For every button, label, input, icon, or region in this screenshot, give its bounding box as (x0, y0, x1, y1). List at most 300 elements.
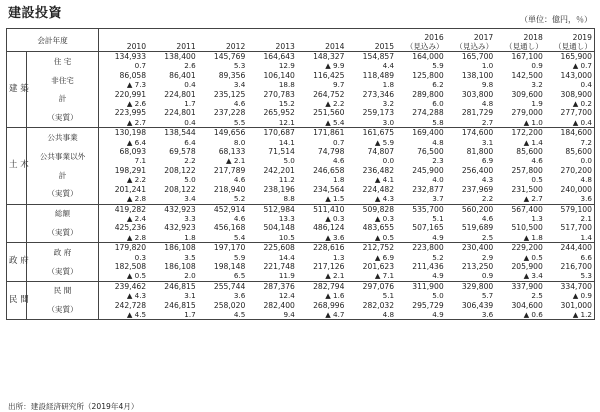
change-cell: 4.0 (432, 175, 444, 185)
change-cell: ▲ 0.7 (572, 61, 592, 71)
value-cell: 138,544 (164, 128, 196, 138)
change-cell: ▲ 0.3 (325, 213, 345, 223)
change-cell: 0.4 (148, 118, 198, 128)
change-cell: 4.6 (233, 213, 246, 223)
change-cell: 5.0 (283, 156, 295, 166)
table-row (7, 52, 595, 62)
value-cell: 234,564 (313, 184, 345, 194)
change-cell: 5.2 (432, 252, 444, 262)
change-cell: 9.7 (333, 80, 345, 90)
change-cell: ▲ 4.7 (297, 310, 347, 320)
year-header (297, 29, 347, 52)
value-cell: 246,815 (164, 300, 196, 310)
value-cell: 264,752 (313, 89, 345, 99)
value-cell: 106,140 (263, 70, 295, 80)
change-cell: 4.8 (580, 175, 592, 185)
change-cell: 0.9 (446, 271, 496, 281)
change-cell: ▲ 0.5 (346, 233, 396, 243)
value-cell: 244,400 (560, 243, 592, 253)
value-cell: 201,623 (362, 261, 395, 271)
investment-table (6, 28, 595, 320)
change-cell: 11.2 (278, 175, 295, 185)
change-cell: ▲ 2.6 (126, 99, 147, 109)
year-label: 2017 (473, 33, 494, 42)
value-cell: 268,996 (313, 300, 345, 310)
value-cell: 74,798 (317, 147, 345, 157)
table-row (7, 262, 595, 271)
value-cell: 145,769 (213, 52, 246, 61)
value-cell: 223,800 (412, 243, 444, 253)
value-cell: 220,991 (114, 89, 147, 99)
value-cell: 245,900 (412, 165, 444, 175)
value-cell: 432,923 (164, 223, 196, 233)
change-cell: 3.0 (346, 118, 396, 128)
page-title: 建設投資 (8, 6, 63, 21)
value-cell: 287,376 (263, 281, 295, 291)
change-cell: 6.9 (481, 156, 494, 166)
change-cell: 1.8 (382, 80, 395, 90)
row-label: 民 間 (27, 281, 99, 300)
table-row (7, 166, 595, 175)
change-cell: 1.3 (531, 213, 543, 223)
year-label: 2013 (275, 42, 295, 51)
value-cell: 246,815 (164, 281, 196, 291)
year-header (396, 29, 446, 52)
value-cell: 232,877 (412, 184, 444, 194)
change-cell: 5.9 (233, 252, 246, 262)
value-cell: 246,658 (313, 165, 345, 175)
change-cell: ▲ 4.3 (346, 194, 396, 204)
change-cell: 12.1 (247, 118, 297, 128)
source-note: 出所：建設経済研究所（2019年4月） (8, 402, 139, 411)
category-label (7, 204, 27, 243)
fiscal-year-header: 会計年度 (7, 29, 99, 52)
value-cell: 507,165 (412, 223, 444, 233)
value-cell: 86,058 (119, 70, 147, 80)
row-label: （実質） (27, 262, 99, 281)
year-header (346, 29, 396, 52)
value-cell: 258,020 (213, 300, 246, 310)
change-cell: 9.4 (247, 310, 297, 320)
value-cell: 242,201 (263, 165, 295, 175)
value-cell: 303,800 (461, 89, 494, 99)
change-cell: 6.6 (580, 252, 592, 262)
value-cell: 419,282 (114, 204, 147, 214)
change-cell: 1.7 (184, 99, 196, 109)
value-cell: 483,655 (362, 223, 395, 233)
change-cell: ▲ 4.1 (374, 175, 395, 185)
change-cell: 18.8 (278, 80, 295, 90)
value-cell: 334,700 (560, 281, 592, 291)
change-cell: ▲ 2.8 (99, 194, 149, 204)
change-cell: 1.0 (481, 61, 494, 71)
unit-note: （単位：億円，％） (520, 15, 592, 24)
value-cell: 182,508 (114, 261, 147, 271)
change-cell: 13.3 (278, 213, 295, 223)
table-row (7, 108, 595, 117)
year-label: 2019 (572, 33, 592, 42)
value-cell: 519,689 (461, 223, 494, 233)
change-cell: 3.6 (233, 291, 246, 301)
change-cell: 5.9 (432, 61, 444, 71)
change-cell: ▲ 2.1 (226, 156, 246, 166)
value-cell: 224,801 (164, 89, 196, 99)
change-cell: 0.9 (531, 61, 543, 71)
value-cell: 265,952 (263, 108, 295, 118)
change-cell: ▲ 0.3 (374, 213, 395, 223)
change-cell: 2.5 (531, 291, 543, 301)
change-cell: ▲ 0.5 (523, 252, 543, 262)
change-cell: 4.3 (481, 175, 494, 185)
value-cell: 161,675 (362, 128, 395, 138)
category-label: 土 木 (7, 128, 27, 204)
change-cell: ▲ 2.7 (99, 118, 149, 128)
change-cell: 2.2 (184, 156, 196, 166)
change-cell: 5.0 (184, 175, 196, 185)
value-cell: 301,000 (560, 300, 592, 310)
change-cell: 4.9 (396, 271, 446, 281)
change-cell: 1.3 (333, 252, 345, 262)
change-cell: 10.5 (247, 233, 297, 243)
value-cell: 509,828 (362, 204, 395, 214)
value-cell: 148,327 (313, 52, 345, 61)
value-cell: 125,800 (412, 70, 444, 80)
change-cell: ▲ 1.6 (325, 291, 345, 301)
value-cell: 511,410 (313, 204, 345, 214)
value-cell: 174,600 (461, 128, 494, 138)
change-cell: 1.8 (333, 175, 345, 185)
value-cell: 251,560 (313, 108, 345, 118)
value-cell: 138,100 (461, 70, 494, 80)
table-row (7, 128, 595, 138)
change-cell: ▲ 1.2 (545, 310, 595, 320)
change-cell: 1.7 (148, 310, 198, 320)
value-cell: 186,108 (164, 243, 196, 253)
change-cell: 1.9 (531, 99, 543, 109)
value-cell: 164,000 (412, 52, 444, 61)
value-cell: 230,400 (461, 243, 494, 253)
year-header (148, 29, 198, 52)
table-row (7, 301, 595, 310)
value-cell: 218,940 (213, 184, 246, 194)
change-cell: 6.4 (184, 137, 196, 147)
change-cell: 4.6 (333, 156, 345, 166)
value-cell: 198,291 (114, 165, 147, 175)
row-label: （実質） (27, 301, 99, 320)
change-cell: 3.2 (531, 80, 543, 90)
change-cell: 3.3 (184, 213, 196, 223)
table-row (7, 147, 595, 156)
value-cell: 134,933 (114, 52, 147, 61)
value-cell: 165,700 (461, 52, 494, 61)
change-cell: ▲ 1.4 (523, 137, 543, 147)
value-cell: 208,122 (164, 165, 196, 175)
year-note: （見通し） (504, 42, 543, 51)
value-cell: 179,820 (114, 243, 147, 253)
value-cell: 171,861 (313, 128, 345, 138)
value-cell: 337,900 (511, 281, 543, 291)
value-cell: 225,608 (263, 243, 295, 253)
value-cell: 69,578 (169, 147, 196, 157)
value-cell: 236,482 (362, 165, 395, 175)
change-cell: ▲ 6.4 (126, 137, 147, 147)
value-cell: 282,794 (313, 281, 345, 291)
value-cell: 81,800 (466, 147, 494, 157)
value-cell: 279,000 (511, 108, 543, 118)
change-cell: 3.1 (481, 137, 494, 147)
year-header (446, 29, 496, 52)
value-cell: 239,462 (114, 281, 147, 291)
value-cell: 309,600 (511, 89, 543, 99)
value-cell: 486,124 (313, 223, 345, 233)
change-cell: 12.9 (278, 61, 295, 71)
change-cell: 5.2 (198, 194, 248, 204)
change-cell: 3.6 (446, 310, 496, 320)
change-cell: 3.2 (382, 99, 395, 109)
value-cell: 89,356 (218, 70, 246, 80)
year-label: 2014 (325, 42, 345, 51)
value-cell: 535,700 (412, 204, 444, 214)
value-cell: 184,600 (560, 128, 592, 138)
change-cell: 7.2 (580, 137, 592, 147)
change-cell: 6.2 (432, 80, 444, 90)
change-cell: 2.1 (580, 213, 592, 223)
value-cell: 237,228 (213, 108, 246, 118)
value-cell: 281,729 (461, 108, 494, 118)
change-cell: 2.5 (446, 233, 496, 243)
change-cell: 4.9 (396, 310, 446, 320)
table-row (7, 204, 595, 214)
value-cell: 235,125 (213, 89, 246, 99)
change-cell: 2.0 (148, 271, 198, 281)
year-header (99, 29, 149, 52)
change-cell: ▲ 1.0 (495, 118, 545, 128)
row-label: 政 府 (27, 243, 99, 262)
change-cell: ▲ 2.7 (495, 194, 545, 204)
row-label: 公共事業 (27, 128, 99, 147)
change-cell: ▲ 6.9 (374, 252, 395, 262)
value-cell: 297,076 (362, 281, 395, 291)
change-cell: 12.4 (278, 291, 295, 301)
change-cell: ▲ 1.5 (297, 194, 347, 204)
change-cell: 8.0 (233, 137, 246, 147)
change-cell: 5.7 (481, 291, 494, 301)
header-row (7, 29, 595, 52)
value-cell: 74,807 (367, 147, 395, 157)
change-cell: 4.8 (481, 99, 494, 109)
row-label: 非住宅 (27, 71, 99, 90)
change-cell: 4.6 (531, 156, 543, 166)
value-cell: 224,482 (362, 184, 395, 194)
value-cell: 116,425 (313, 70, 345, 80)
change-cell: 3.6 (545, 194, 595, 204)
value-cell: 504,148 (263, 223, 295, 233)
change-cell: 0.4 (184, 80, 196, 90)
change-cell: 4.8 (432, 137, 444, 147)
value-cell: 270,783 (263, 89, 295, 99)
value-cell: 282,400 (263, 300, 295, 310)
change-cell: 0.0 (580, 156, 592, 166)
value-cell: 560,200 (461, 204, 494, 214)
change-cell: 0.3 (134, 252, 147, 262)
value-cell: 186,108 (164, 261, 196, 271)
change-cell: ▲ 9.9 (325, 61, 345, 71)
change-cell: 5.4 (198, 233, 248, 243)
value-cell: 456,168 (213, 223, 246, 233)
change-cell: 0.4 (580, 80, 592, 90)
change-cell: 4.4 (382, 61, 395, 71)
category-label: 民 間 (7, 281, 27, 320)
row-label: （実質） (27, 108, 99, 127)
change-cell: 3.5 (184, 252, 196, 262)
year-header (198, 29, 248, 52)
value-cell: 68,093 (119, 147, 147, 157)
change-cell: 5.3 (545, 271, 595, 281)
value-cell: 217,789 (213, 165, 246, 175)
category-label: 建 築 (7, 52, 27, 128)
year-label: 2015 (374, 42, 395, 51)
table-row (7, 281, 595, 291)
value-cell: 273,346 (362, 89, 395, 99)
value-cell: 170,687 (263, 128, 295, 138)
value-cell: 213,250 (461, 261, 494, 271)
change-cell: 3.7 (396, 194, 446, 204)
change-cell: ▲ 0.2 (572, 99, 592, 109)
row-label: （実質） (27, 223, 99, 242)
change-cell: 0.7 (333, 137, 345, 147)
change-cell: 3.1 (184, 291, 196, 301)
change-cell: 2.2 (446, 194, 496, 204)
change-cell: 2.7 (446, 118, 496, 128)
year-header (545, 29, 595, 52)
change-cell: ▲ 2.1 (297, 271, 347, 281)
change-cell: ▲ 2.2 (325, 99, 345, 109)
value-cell: 130,198 (114, 128, 147, 138)
value-cell: 198,148 (213, 261, 246, 271)
year-label: 2016 (424, 33, 444, 42)
year-label: 2012 (225, 42, 246, 51)
value-cell: 164,643 (263, 52, 295, 61)
change-cell: ▲ 5.9 (374, 137, 395, 147)
year-note: （見込み） (405, 42, 444, 51)
change-cell: ▲ 0.6 (495, 310, 545, 320)
value-cell: 259,173 (362, 108, 395, 118)
value-cell: 216,700 (560, 261, 592, 271)
change-cell: 4.8 (346, 310, 396, 320)
value-cell: 510,500 (511, 223, 543, 233)
category-label: 政 府 (7, 243, 27, 282)
year-label: 2011 (176, 42, 196, 51)
value-cell: 512,984 (263, 204, 295, 214)
year-label: 2018 (523, 33, 543, 42)
change-cell: 1.4 (545, 233, 595, 243)
value-cell: 567,400 (511, 204, 543, 214)
change-cell: 5.1 (432, 213, 444, 223)
change-cell: ▲ 0.5 (99, 271, 149, 281)
change-cell: ▲ 0.4 (545, 118, 595, 128)
change-cell: 3.4 (148, 194, 198, 204)
change-cell: ▲ 2.8 (99, 233, 149, 243)
change-cell: 3.4 (233, 80, 246, 90)
change-cell: 5.0 (432, 291, 444, 301)
value-cell: 231,500 (511, 184, 543, 194)
change-cell: ▲ 0.9 (572, 291, 592, 301)
change-cell: ▲ 4.5 (99, 310, 149, 320)
change-cell: 0.7 (134, 61, 147, 71)
value-cell: 142,500 (511, 70, 543, 80)
value-cell: 172,200 (511, 128, 543, 138)
change-cell: 4.9 (396, 233, 446, 243)
change-cell: ▲ 7.1 (346, 271, 396, 281)
value-cell: 237,969 (461, 184, 494, 194)
value-cell: 289,800 (412, 89, 444, 99)
change-cell: 15.2 (278, 99, 295, 109)
row-label: 住 宅 (27, 52, 99, 71)
value-cell: 277,700 (560, 108, 592, 118)
value-cell: 221,748 (263, 261, 295, 271)
value-cell: 138,400 (164, 52, 196, 61)
value-cell: 238,196 (263, 184, 295, 194)
value-cell: 71,514 (268, 147, 295, 157)
value-cell: 143,000 (560, 70, 592, 80)
value-cell: 167,100 (511, 52, 543, 61)
change-cell: ▲ 3.6 (297, 233, 347, 243)
change-cell: 2.6 (184, 61, 196, 71)
value-cell: 242,728 (114, 300, 147, 310)
change-cell: 9.8 (481, 80, 494, 90)
change-cell: 14.4 (278, 252, 295, 262)
row-label: 計 (27, 90, 99, 109)
value-cell: 211,436 (412, 261, 444, 271)
value-cell: 76,500 (417, 147, 444, 157)
value-cell: 197,170 (213, 243, 246, 253)
table-row (7, 243, 595, 253)
change-cell: 4.6 (233, 99, 246, 109)
table-row (7, 71, 595, 80)
value-cell: 257,800 (511, 165, 543, 175)
change-cell: 7.1 (134, 156, 147, 166)
value-cell: 329,800 (461, 281, 494, 291)
value-cell: 205,900 (511, 261, 543, 271)
change-cell: 5.1 (382, 291, 395, 301)
value-cell: 270,200 (560, 165, 592, 175)
value-cell: 224,801 (164, 108, 196, 118)
value-cell: 282,032 (362, 300, 395, 310)
change-cell: ▲ 5.4 (297, 118, 347, 128)
value-cell: 212,752 (362, 243, 395, 253)
change-cell: 4.5 (198, 310, 248, 320)
change-cell: 6.0 (432, 99, 444, 109)
row-label: （実質） (27, 185, 99, 204)
value-cell: 86,401 (169, 70, 196, 80)
row-label: 公共事業以外 (27, 147, 99, 166)
change-cell: 0.5 (531, 175, 543, 185)
value-cell: 85,600 (565, 147, 592, 157)
change-cell: 0.0 (382, 156, 395, 166)
change-cell: 5.3 (233, 61, 246, 71)
value-cell: 68,133 (218, 147, 246, 157)
value-cell: 295,729 (412, 300, 444, 310)
change-cell: 2.3 (432, 156, 444, 166)
value-cell: 306,439 (461, 300, 494, 310)
value-cell: 274,288 (412, 108, 444, 118)
value-cell: 229,200 (511, 243, 543, 253)
year-note: （見通し） (553, 42, 592, 51)
value-cell: 579,100 (560, 204, 592, 214)
change-cell: ▲ 3.4 (495, 271, 545, 281)
value-cell: 308,900 (560, 89, 592, 99)
value-cell: 311,900 (412, 281, 444, 291)
